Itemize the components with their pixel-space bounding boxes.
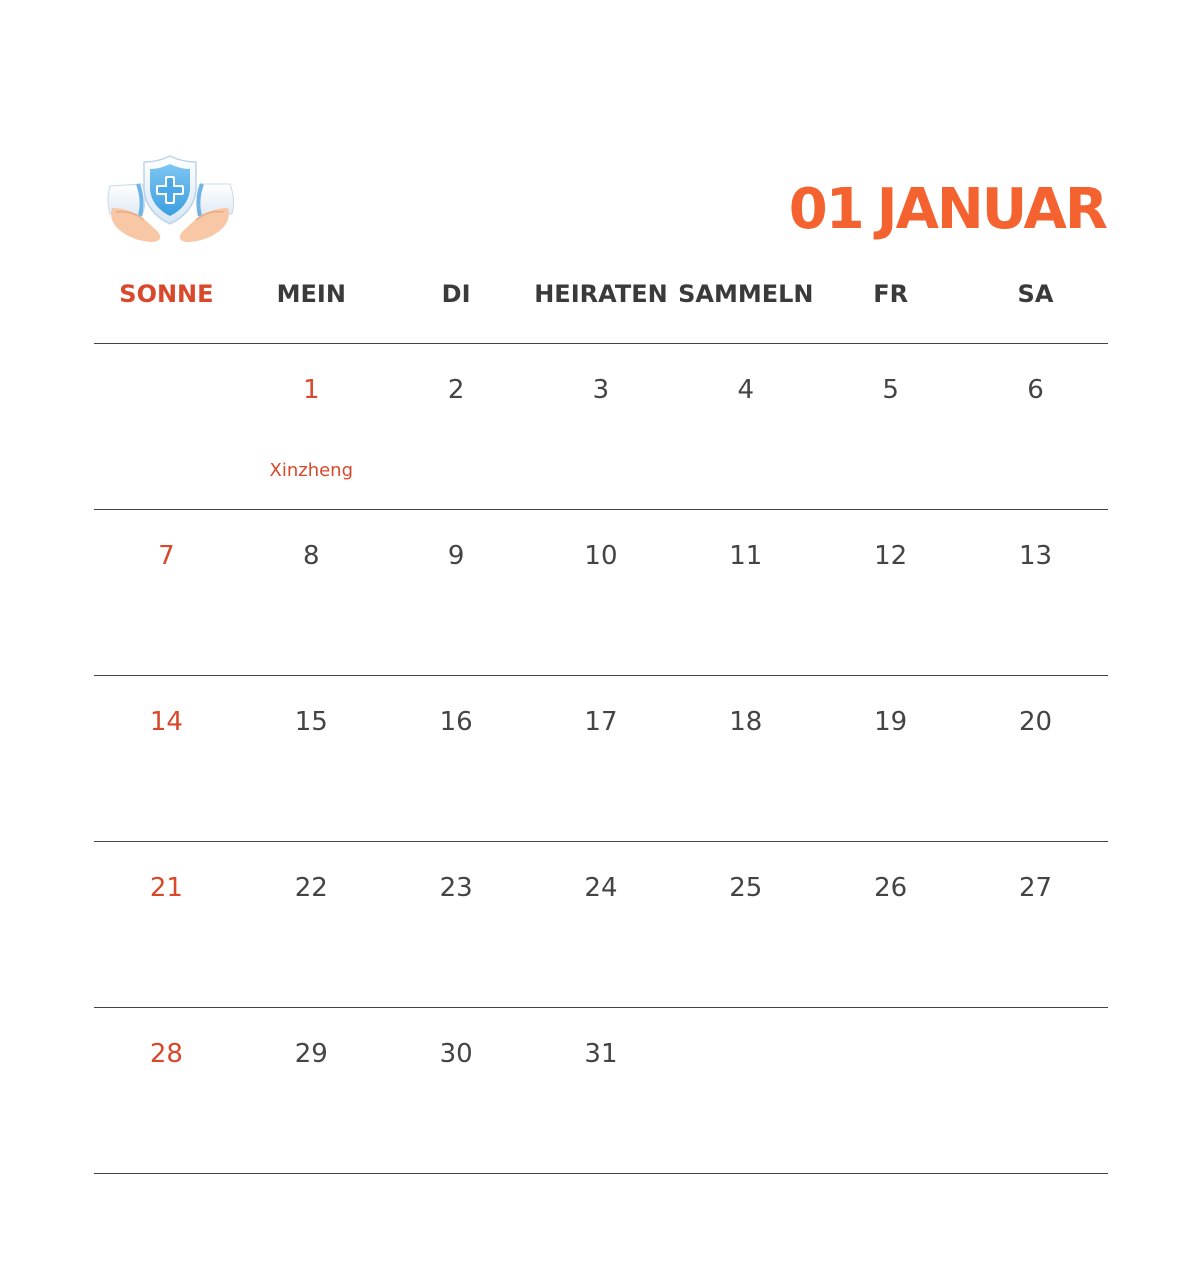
day-cell: [384, 510, 529, 676]
day-cell: [529, 344, 674, 510]
day-cell: [673, 676, 818, 842]
day-number: 6: [1027, 375, 1044, 405]
weekday-header: SA: [1017, 280, 1054, 308]
day-number: 28: [149, 1039, 183, 1069]
weekday-header: FR: [873, 280, 909, 308]
day-number: 25: [729, 873, 763, 903]
week-row: [94, 1007, 1108, 1174]
month-number: 01: [788, 177, 863, 242]
day-cell: [384, 676, 529, 842]
day-cell: [818, 1008, 963, 1174]
day-cell: [673, 510, 818, 676]
day-cell: [94, 676, 239, 842]
day-cell: [673, 344, 818, 510]
day-number: [963, 1008, 1108, 1038]
shield-cross-hands-icon: [102, 150, 238, 250]
day-number: 13: [1018, 541, 1053, 571]
day-cell: [673, 842, 818, 1008]
day-number: 29: [294, 1039, 328, 1069]
day-cell: [529, 510, 674, 676]
day-number: 16: [439, 707, 473, 737]
day-cell: [963, 842, 1108, 1008]
calendar-grid: [94, 343, 1108, 1174]
weekday-header-row: [94, 270, 1108, 318]
day-cell: [963, 676, 1108, 842]
day-cell: [239, 510, 384, 676]
day-number: 31: [584, 1039, 618, 1069]
day-number: [94, 344, 239, 374]
day-cell: [963, 344, 1108, 510]
day-cell: [384, 842, 529, 1008]
day-number: 17: [584, 707, 618, 737]
day-number: 26: [874, 873, 908, 903]
day-number: 2: [447, 375, 465, 405]
day-number: [673, 1008, 818, 1038]
day-number: 4: [737, 375, 755, 405]
month-name: JANUAR: [876, 177, 1106, 242]
day-number: 24: [584, 873, 618, 903]
day-cell: [673, 1008, 818, 1174]
day-number: 18: [729, 707, 763, 737]
day-cell: [239, 842, 384, 1008]
day-cell: [239, 1008, 384, 1174]
month-title: [789, 178, 1106, 242]
weekday-header: DI: [441, 280, 471, 308]
day-number: 10: [584, 541, 618, 571]
day-number: 9: [447, 541, 465, 571]
day-number: 8: [302, 541, 320, 571]
day-number: 14: [149, 707, 183, 737]
weekday-header: MEIN: [276, 280, 346, 308]
week-row: [94, 343, 1108, 509]
day-cell: [963, 510, 1108, 676]
day-cell: [963, 1008, 1108, 1174]
day-number: 1: [302, 375, 320, 405]
day-number: 12: [874, 541, 908, 571]
day-number: 30: [439, 1039, 473, 1069]
day-cell: [529, 676, 674, 842]
day-cell: [384, 1008, 529, 1174]
day-number: 11: [729, 541, 763, 571]
week-row: [94, 509, 1108, 675]
day-cell: [94, 510, 239, 676]
day-number: 23: [439, 873, 473, 903]
day-number: 5: [882, 375, 899, 405]
day-number: 22: [294, 873, 328, 903]
week-row: [94, 675, 1108, 841]
day-cell: [384, 344, 529, 510]
day-cell: [818, 344, 963, 510]
weekday-header: HEIRATEN: [534, 280, 668, 308]
day-cell: [818, 510, 963, 676]
day-cell: [529, 1008, 674, 1174]
day-cell: [239, 676, 384, 842]
day-cell: [94, 842, 239, 1008]
day-cell: [239, 344, 384, 510]
day-number: 3: [592, 375, 610, 405]
holiday-label: Xinzheng: [269, 460, 354, 481]
day-cell: [94, 1008, 239, 1174]
day-number: [818, 1008, 963, 1038]
day-number: 7: [158, 541, 175, 571]
day-number: 19: [874, 707, 908, 737]
day-cell: [94, 344, 239, 510]
weekday-header: SAMMELN: [678, 280, 814, 308]
day-cell: [818, 676, 963, 842]
day-number: 21: [149, 873, 183, 903]
week-row: [94, 841, 1108, 1007]
day-cell: [818, 842, 963, 1008]
weekday-header: SONNE: [119, 280, 214, 308]
day-number: 15: [294, 707, 328, 737]
day-cell: [529, 842, 674, 1008]
day-number: 27: [1018, 873, 1053, 903]
day-number: 20: [1018, 707, 1053, 737]
